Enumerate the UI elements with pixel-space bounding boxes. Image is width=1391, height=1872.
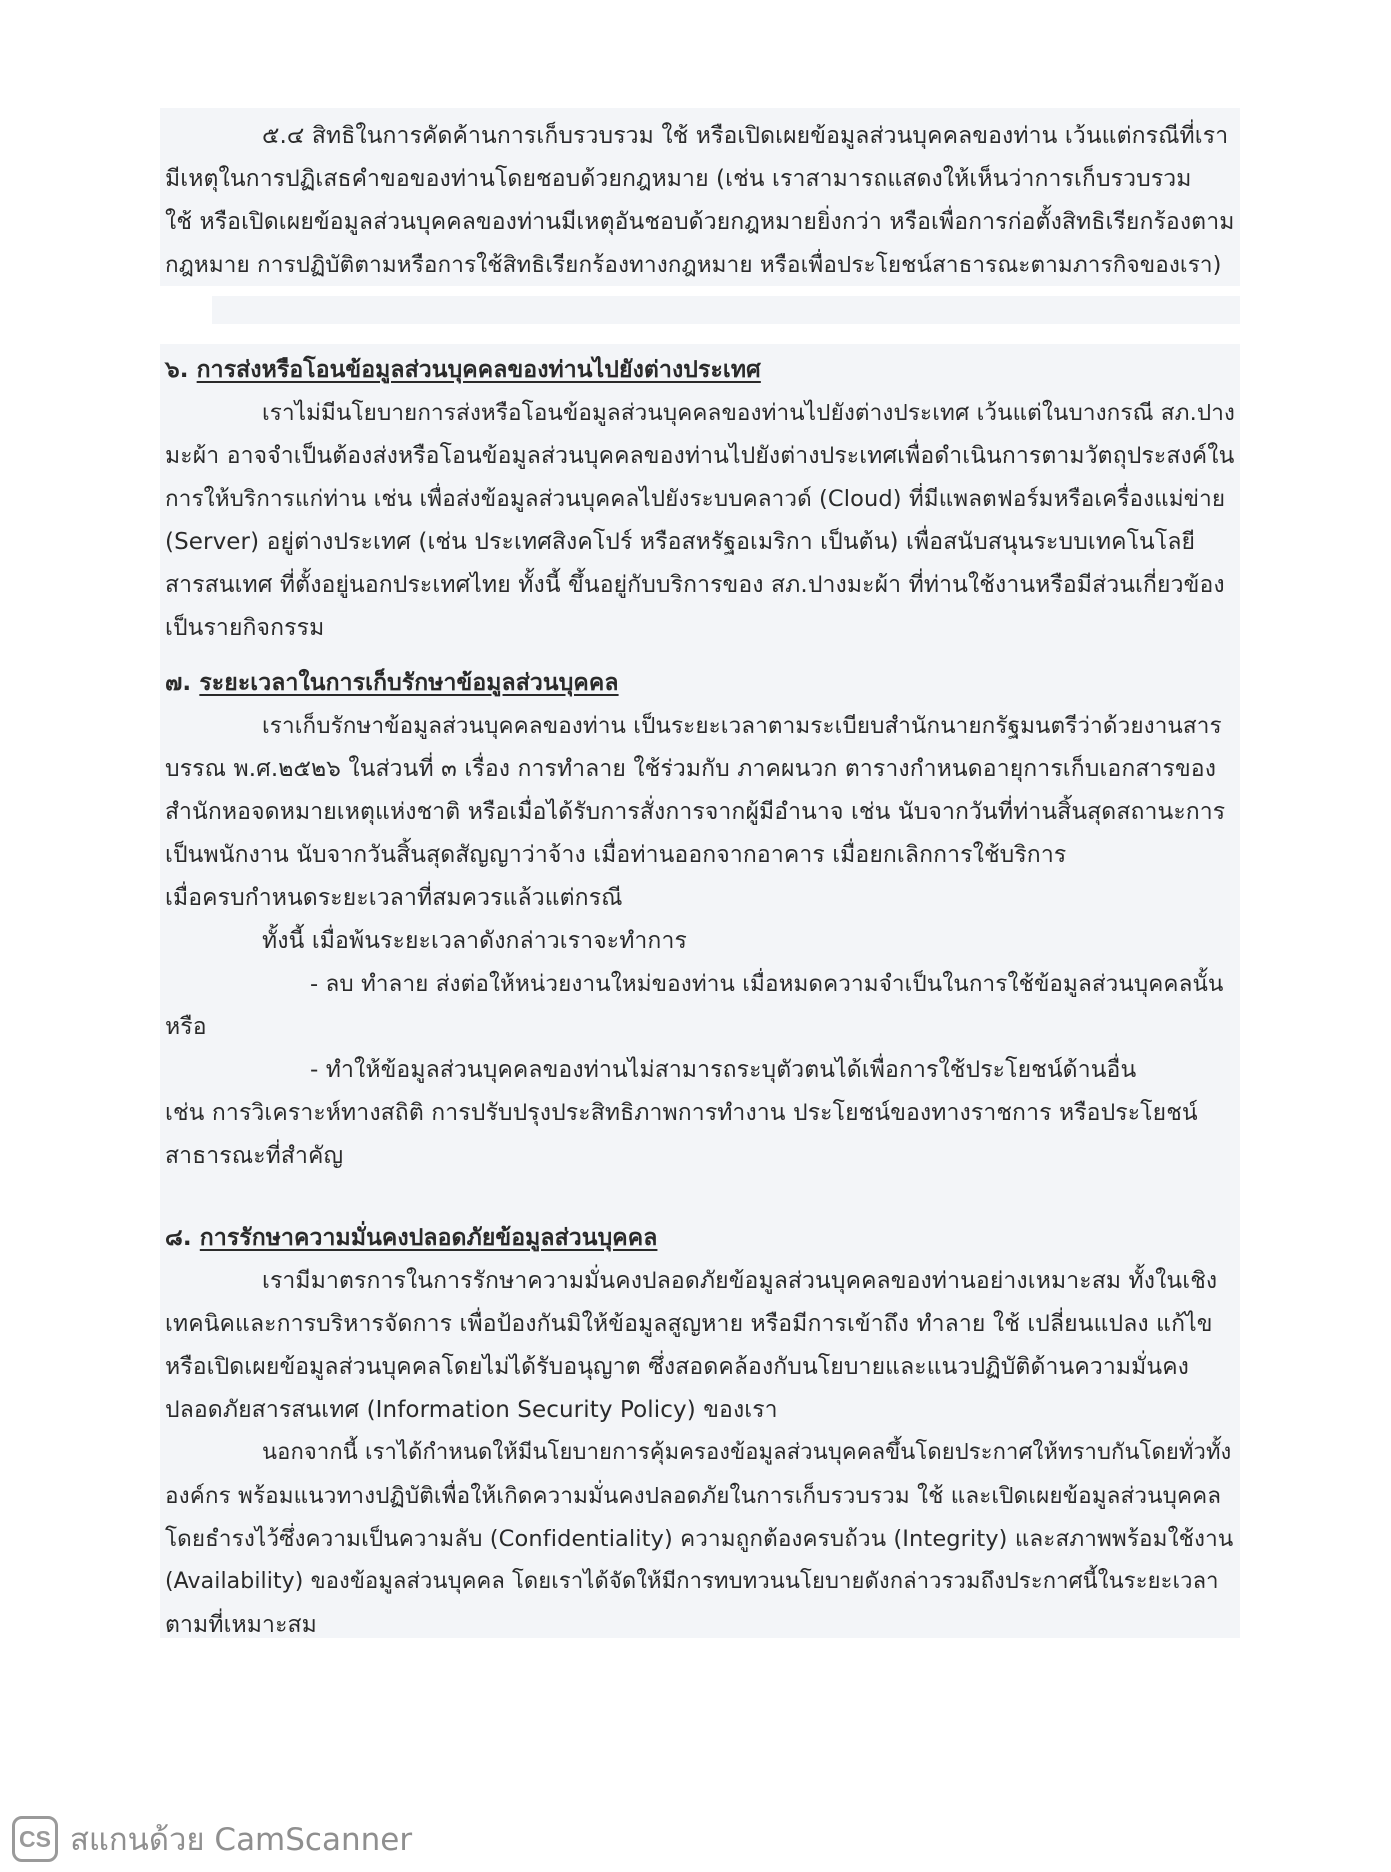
- paragraph-line: เช่น การวิเคราะห์ทางสถิติ การปรับปรุงประสิทธิภาพการทำงาน ประโยชน์ของทางราชการ หรือประโยชน์: [165, 1100, 1198, 1126]
- paragraph-line: มะผ้า อาจจำเป็นต้องส่งหรือโอนข้อมูลส่วนบุคคลของท่านไปยังต่างประเทศเพื่อดำเนินการตามวัตถุประสงค์ใน: [165, 443, 1235, 469]
- paragraph-line: เราไม่มีนโยบายการส่งหรือโอนข้อมูลส่วนบุคคลของท่านไปยังต่างประเทศ เว้นแต่ในบางกรณี สภ.ปาง: [262, 400, 1236, 426]
- paragraph-line: บรรณ พ.ศ.๒๕๒๖ ในส่วนที่ ๓ เรื่อง การทำลาย ใช้ร่วมกับ ภาคผนวก ตารางกำหนดอายุการเก็บเอกสารของ: [165, 756, 1217, 782]
- list-item: - ทำให้ข้อมูลส่วนบุคคลของท่านไม่สามารถระบุตัวตนได้เพื่อการใช้ประโยชน์ด้านอื่น: [310, 1057, 1137, 1083]
- paragraph-line: กฎหมาย การปฏิบัติตามหรือการใช้สิทธิเรียกร้องทางกฎหมาย หรือเพื่อประโยชน์สาธารณะตามภารกิจของเรา): [165, 252, 1222, 278]
- paragraph-line: การให้บริการแก่ท่าน เช่น เพื่อส่งข้อมูลส่วนบุคคลไปยังระบบคลาวด์ (Cloud) ที่มีแพลตฟอร์มหรือเครื่องแม่ข่าย: [165, 486, 1226, 512]
- paragraph-line: นอกจากนี้ เราได้กำหนดให้มีนโยบายการคุ้มครองข้อมูลส่วนบุคคลขึ้นโดยประกาศให้ทราบกันโดยทั่วทั้ง: [262, 1440, 1232, 1465]
- section-title: การส่งหรือโอนข้อมูลส่วนบุคคลของท่านไปยังต่างประเทศ: [196, 357, 761, 383]
- section-number: ๖.: [165, 357, 189, 383]
- paragraph-line: ตามที่เหมาะสม: [165, 1612, 317, 1638]
- paragraph-line: โดยธำรงไว้ซึ่งความเป็นความลับ (Confidentiality) ความถูกต้องครบถ้วน (Integrity) และสภาพพร้อมใช้งาน: [165, 1526, 1234, 1552]
- section-number: ๘.: [165, 1225, 192, 1251]
- paragraph-line: เมื่อครบกำหนดระยะเวลาที่สมควรแล้วแต่กรณี: [165, 885, 623, 911]
- paragraph-line: สารสนเทศ ที่ตั้งอยู่นอกประเทศไทย ทั้งนี้ ขึ้นอยู่กับบริการของ สภ.ปางมะผ้า ที่ท่านใช้งานหรือมีส่วนเกี่ยวข้อง: [165, 572, 1225, 598]
- paragraph-line: ทั้งนี้ เมื่อพ้นระยะเวลาดังกล่าวเราจะทำการ: [262, 928, 687, 954]
- paragraph-line: เราเก็บรักษาข้อมูลส่วนบุคคลของท่าน เป็นระยะเวลาตามระเบียบสำนักนายกรัฐมนตรีว่าด้วยงานสาร: [262, 713, 1222, 739]
- paragraph-line: ๕.๔ สิทธิในการคัดค้านการเก็บรวบรวม ใช้ หรือเปิดเผยข้อมูลส่วนบุคคลของท่าน เว้นแต่กรณีที่เรา: [262, 123, 1229, 149]
- paragraph-line: ใช้ หรือเปิดเผยข้อมูลส่วนบุคคลของท่านมีเหตุอันชอบด้วยกฎหมายยิ่งกว่า หรือเพื่อการก่อตั้งสิทธิเรียกร้องตาม: [165, 209, 1235, 235]
- paragraph-line: (Availability) ของข้อมูลส่วนบุคคล โดยเราได้จัดให้มีการทบทวนนโยบายดังกล่าวรวมถึงประกาศนี้ในระยะเวลา: [165, 1569, 1219, 1594]
- paragraph-line: สาธารณะที่สำคัญ: [165, 1143, 344, 1169]
- paragraph-line: เป็นพนักงาน นับจากวันสิ้นสุดสัญญาว่าจ้าง เมื่อท่านออกจากอาคาร เมื่อยกเลิกการใช้บริการ: [165, 842, 1067, 868]
- section-title: การรักษาความมั่นคงปลอดภัยข้อมูลส่วนบุคคล: [199, 1225, 658, 1251]
- section-heading-8: [165, 1223, 657, 1253]
- list-item: - ลบ ทำลาย ส่งต่อให้หน่วยงานใหม่ของท่าน เมื่อหมดความจำเป็นในการใช้ข้อมูลส่วนบุคคลนั้น: [310, 971, 1224, 997]
- camscanner-watermark: [12, 1814, 412, 1864]
- paragraph-line: หรือ: [165, 1014, 207, 1040]
- section-heading-6: [165, 355, 761, 385]
- paragraph-line: ปลอดภัยสารสนเทศ (Information Security Policy) ของเรา: [165, 1397, 778, 1423]
- paragraph-line: สำนักหอจดหมายเหตุแห่งชาติ หรือเมื่อได้รับการสั่งการจากผู้มีอำนาจ เช่น นับจากวันที่ท่านสิ้นสุดสถานะการ: [165, 799, 1226, 825]
- paragraph-line: องค์กร พร้อมแนวทางปฏิบัติเพื่อให้เกิดความมั่นคงปลอดภัยในการเก็บรวบรวม ใช้ และเปิดเผยข้อมูลส่วนบุคคล: [165, 1483, 1222, 1509]
- watermark-text: สแกนด้วย CamScanner: [70, 1822, 413, 1858]
- section-heading-7: [165, 668, 619, 698]
- paragraph-line: หรือเปิดเผยข้อมูลส่วนบุคคลโดยไม่ได้รับอนุญาต ซึ่งสอดคล้องกับนโยบายและแนวปฏิบัติด้านความมั่นคง: [165, 1354, 1190, 1380]
- section-title: ระยะเวลาในการเก็บรักษาข้อมูลส่วนบุคคล: [199, 670, 619, 696]
- camscanner-logo-icon: CS: [12, 1816, 58, 1862]
- paragraph-line: เป็นรายกิจกรรม: [165, 615, 325, 641]
- scan-shade: [212, 296, 1240, 324]
- paragraph-line: เรามีมาตรการในการรักษาความมั่นคงปลอดภัยข้อมูลส่วนบุคคลของท่านอย่างเหมาะสม ทั้งในเชิง: [262, 1268, 1218, 1294]
- paragraph-line: เทคนิคและการบริหารจัดการ เพื่อป้องกันมิให้ข้อมูลสูญหาย หรือมีการเข้าถึง ทำลาย ใช้ เปลี่ยนแปลง แก้ไข: [165, 1311, 1213, 1337]
- paragraph-line: (Server) อยู่ต่างประเทศ (เช่น ประเทศสิงคโปร์ หรือสหรัฐอเมริกา เป็นต้น) เพื่อสนับสนุนระบบเทคโนโลยี: [165, 529, 1196, 555]
- paragraph-line: มีเหตุในการปฏิเสธคำขอของท่านโดยชอบด้วยกฎหมาย (เช่น เราสามารถแสดงให้เห็นว่าการเก็บรวบรวม: [165, 166, 1192, 192]
- section-number: ๗.: [165, 670, 192, 696]
